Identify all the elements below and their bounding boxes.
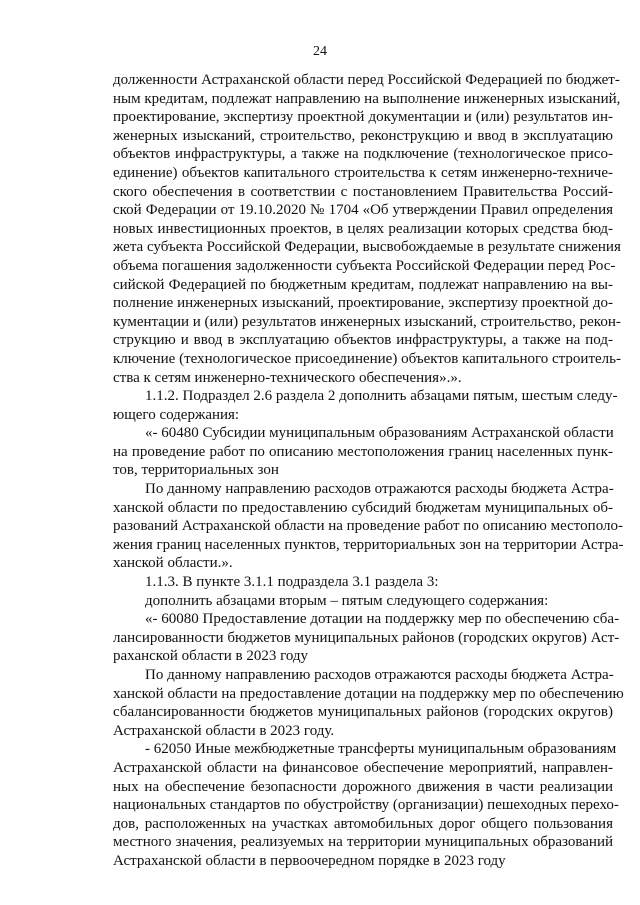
- text-line: ской Федерации от 19.10.2020 № 1704 «Об утверждении Правил определения: [113, 202, 613, 219]
- text-line: объектов инфраструктуры, а также на подключение (технологическое присо-: [113, 146, 613, 163]
- text-line: сбалансированности бюджетов муниципальных районов (городских округов): [113, 704, 613, 721]
- text-line: 1.1.2. Подраздел 2.6 раздела 2 дополнить абзацами пятым, шестым следу-: [145, 388, 618, 405]
- text-line: ключение (технологическое присоединение) объектов капитального строитель-: [113, 350, 621, 367]
- text-line: проектирование, экспертизу проектной документации и (или) результатов ин-: [113, 109, 613, 126]
- text-line: объема погашения задолженности субъекта Российской Федерации перед Рос-: [113, 257, 616, 274]
- text-line: сийской Федерацией по бюджетным кредитам, подлежат направлению на вы-: [113, 276, 613, 293]
- text-line: разований Астраханской области на проведение работ по описанию местополо-: [113, 518, 623, 535]
- text-line: раханской области в 2023 году: [113, 648, 309, 665]
- text-line: струкцию и ввод в эксплуатацию объектов инфраструктуры, а также на под-: [113, 332, 613, 349]
- text-line: дополнить абзацами вторым – пятым следующего содержания:: [145, 592, 549, 609]
- page-number: 24: [313, 44, 327, 59]
- text-line: женерных изысканий, строительство, реконструкцию и ввод в эксплуатацию: [113, 127, 613, 144]
- text-line: единение) объектов капитального строительства к сетям инженерно-техниче-: [113, 164, 613, 181]
- text-line: дов, расположенных на участках автомобильных дорог общего пользования: [113, 815, 613, 832]
- text-line: ского обеспечения в соответствии с постановлением Правительства Россий-: [113, 183, 613, 200]
- text-line: Астраханской области в первоочередном порядке в 2023 году: [113, 852, 506, 869]
- text-line: национальных стандартов по обустройству (организации) пешеходных перехо-: [113, 797, 619, 814]
- text-line: - 62050 Иные межбюджетные трансферты муниципальным образованиям: [145, 741, 617, 758]
- text-line: «- 60480 Субсидии муниципальным образованиям Астраханской области: [145, 425, 614, 442]
- text-line: ства к сетям инженерно-технического обеспечения».».: [113, 369, 462, 386]
- text-line: новых инвестиционных проектов, в целях реализации которых средства бюд-: [113, 220, 613, 237]
- text-line: лансированности бюджетов муниципальных районов (городских округов) Аст-: [113, 629, 620, 646]
- text-line: Астраханской области в 2023 году.: [113, 722, 335, 739]
- text-line: ющего содержания:: [113, 406, 240, 423]
- text-line: По данному направлению расходов отражаются расходы бюджета Астра-: [145, 481, 614, 498]
- text-line: ханской области по предоставлению субсидий бюджетам муниципальных об-: [113, 499, 613, 516]
- text-line: тов, территориальных зон: [113, 462, 279, 479]
- text-line: 1.1.3. В пункте 3.1.1 подраздела 3.1 раздела 3:: [145, 574, 439, 591]
- text-line: ных на обеспечение безопасности дорожного движения в части реализации: [113, 778, 613, 795]
- text-line: жета субъекта Российской Федерации, высвобождаемые в результате снижения: [113, 239, 621, 256]
- text-line: ханской области на предоставление дотации на поддержку мер по обеспечению: [113, 685, 624, 702]
- text-line: полнение инженерных изысканий, проектирование, экспертизу проектной до-: [113, 295, 613, 312]
- text-line: Астраханской области на финансовое обеспечение мероприятий, направлен-: [113, 759, 613, 776]
- text-line: «- 60080 Предоставление дотации на поддержку мер по обеспечению сба-: [145, 611, 620, 628]
- text-line: долженности Астраханской области перед Российской Федерацией по бюджет-: [113, 72, 620, 88]
- document-body: [113, 71, 624, 871]
- text-line: на проведение работ по описанию местоположения границ населенных пунк-: [113, 443, 613, 460]
- text-line: ханской области.».: [113, 555, 233, 572]
- text-line: местного значения, реализуемых на территории муниципальных образований: [113, 834, 613, 851]
- text-line: жения границ населенных пунктов, территориальных зон на территории Астра-: [113, 536, 624, 553]
- text-line: ным кредитам, подлежат направлению на выполнение инженерных изысканий,: [113, 90, 621, 107]
- text-line: По данному направлению расходов отражаются расходы бюджета Астра-: [145, 667, 614, 683]
- text-line: кументации и (или) результатов инженерных изысканий, строительство, рекон-: [113, 313, 621, 330]
